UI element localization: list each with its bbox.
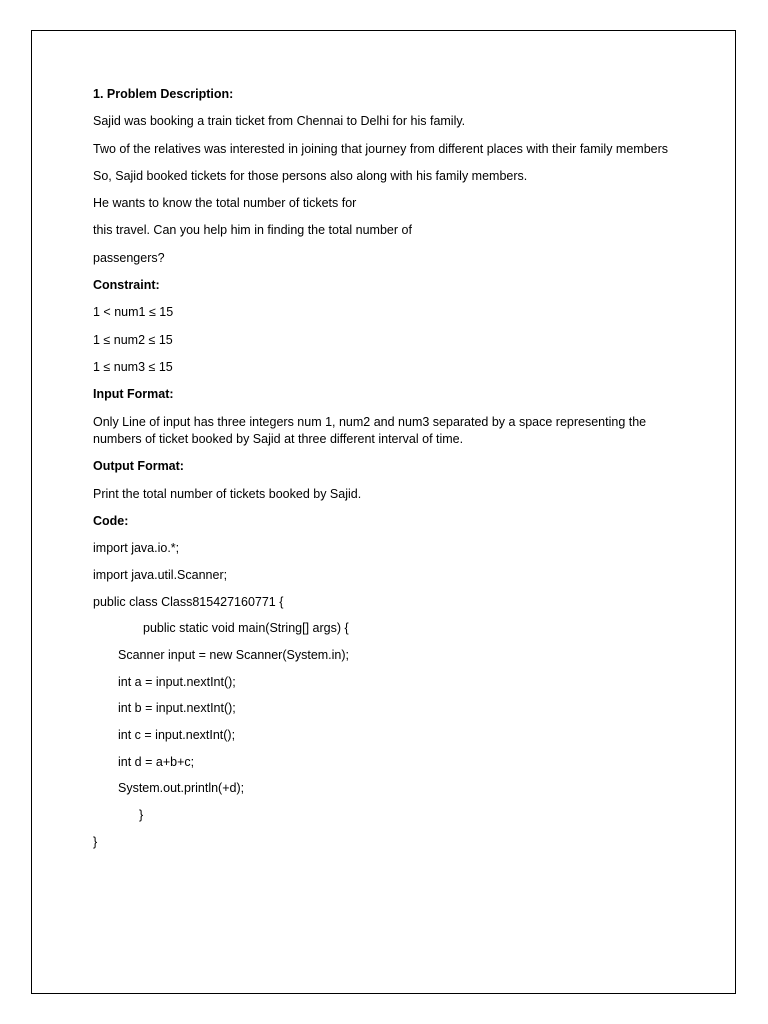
code-line: } <box>139 808 144 823</box>
problem-heading: 1. Problem Description: <box>93 87 234 101</box>
constraint-line: 1 ≤ num3 ≤ 15 <box>93 359 173 374</box>
problem-paragraph: this travel. Can you help him in finding the total number of <box>93 223 412 238</box>
problem-paragraph: He wants to know the total number of tickets for <box>93 196 357 211</box>
input-format-text: Only Line of input has three integers num 1, num2 and num3 separated by a space representing the numbers of ticket booked by Sajid at three different interval of time. <box>93 414 647 447</box>
code-line: } <box>93 834 98 849</box>
code-heading: Code: <box>93 513 129 528</box>
output-format-text: Print the total number of tickets booked by Sajid. <box>93 486 362 501</box>
constraint-line: 1 ≤ num2 ≤ 15 <box>93 332 173 347</box>
document-body <box>93 86 683 861</box>
input-format-heading: Input Format: <box>93 387 174 402</box>
code-line: int c = input.nextInt(); <box>118 728 236 743</box>
problem-paragraph: Sajid was booking a train ticket from Chennai to Delhi for his family. <box>93 114 466 129</box>
problem-paragraph: So, Sajid booked tickets for those persons also along with his family members. <box>93 168 528 183</box>
code-line: import java.io.*; <box>93 541 180 556</box>
code-line: int b = input.nextInt(); <box>118 701 236 716</box>
code-line: int d = a+b+c; <box>118 754 195 769</box>
code-line: int a = input.nextInt(); <box>118 674 236 689</box>
code-line: import java.util.Scanner; <box>93 567 228 582</box>
constraint-heading: Constraint: <box>93 278 160 293</box>
constraint-line: 1 < num1 ≤ 15 <box>93 305 174 320</box>
code-line: System.out.println(+d); <box>118 781 245 796</box>
code-line: public class Class815427160771 { <box>93 594 284 609</box>
problem-paragraph: Two of the relatives was interested in joining that journey from different places with their family members <box>93 141 669 156</box>
code-line: Scanner input = new Scanner(System.in); <box>118 648 350 662</box>
output-format-heading: Output Format: <box>93 459 184 474</box>
problem-paragraph: passengers? <box>93 250 165 265</box>
code-line: public static void main(String[] args) { <box>143 621 349 636</box>
